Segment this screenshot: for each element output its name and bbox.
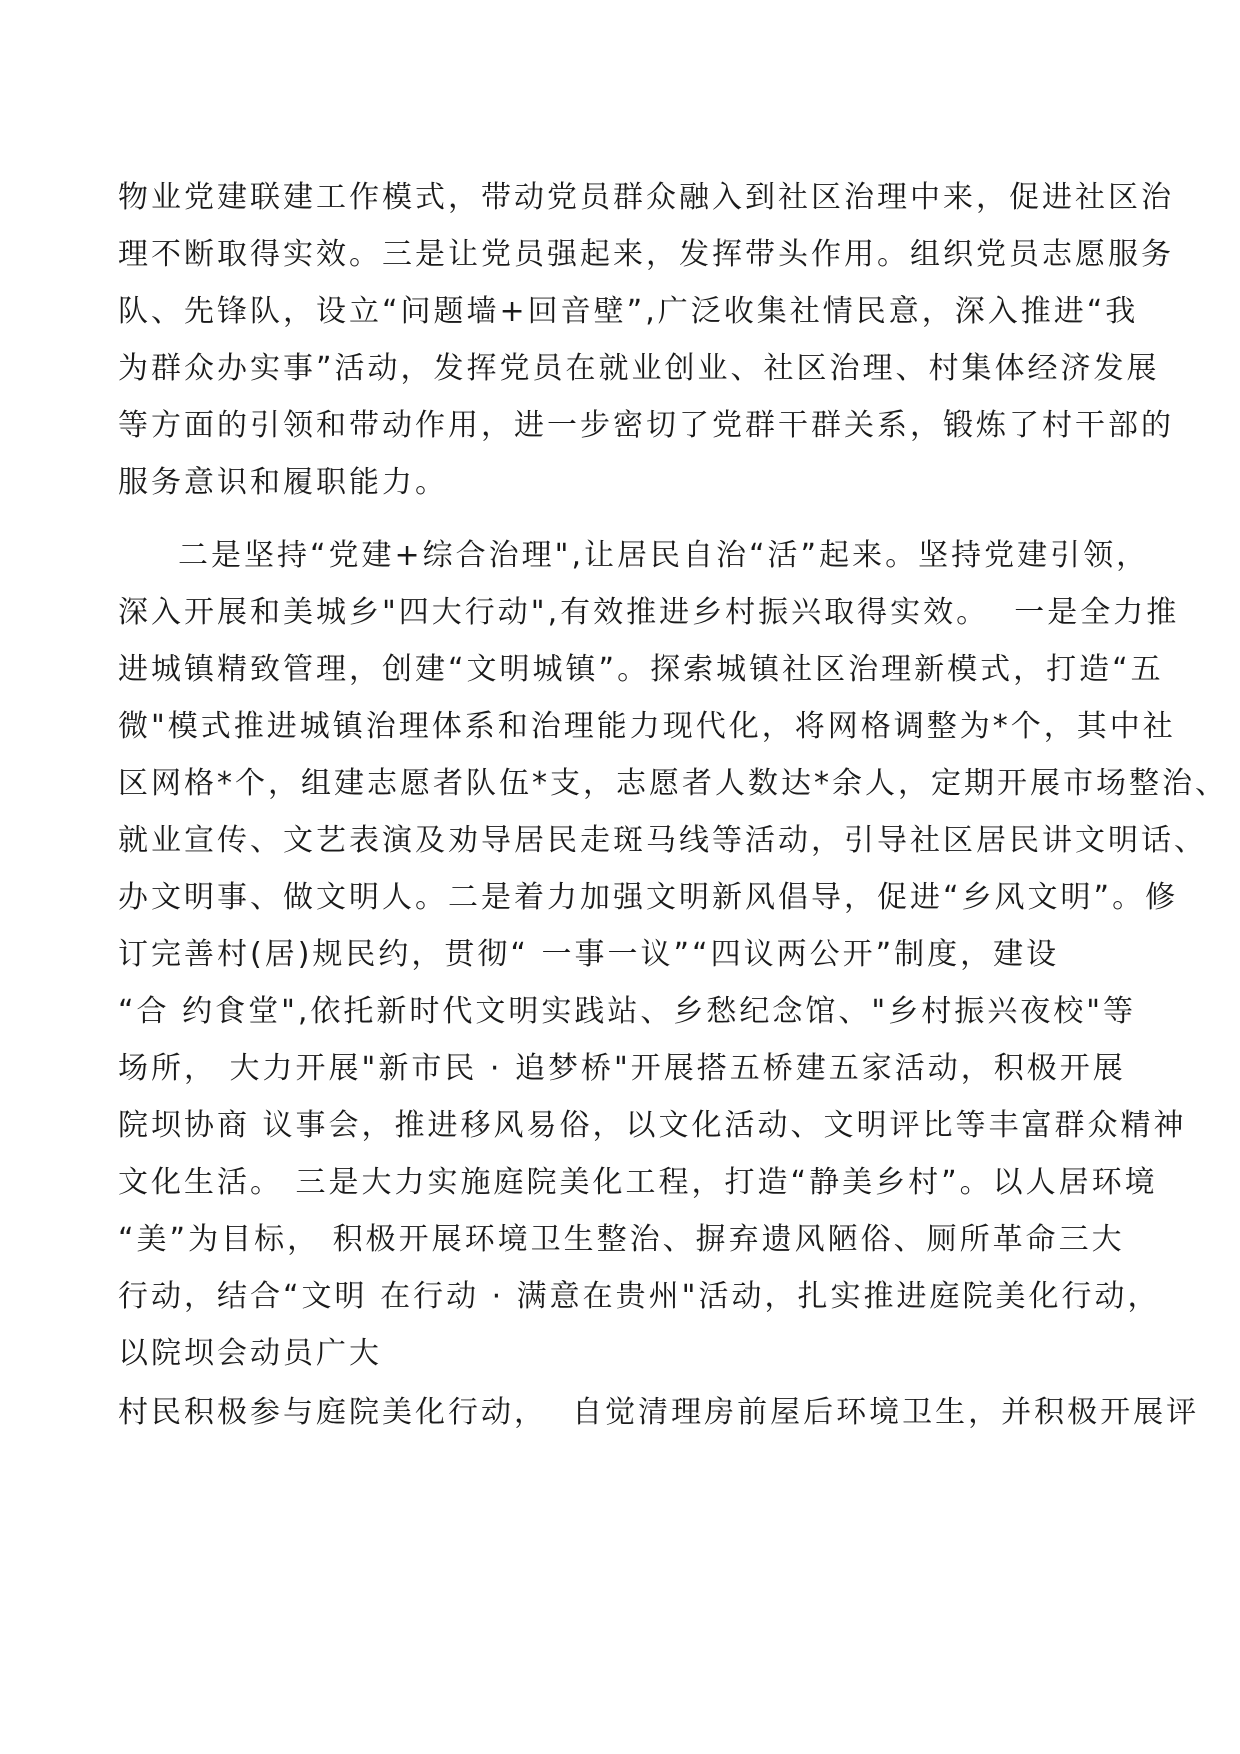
paragraph-1-line-3: 队、先锋队，设立“问题墙+回音壁”,广泛收集社情民意，深入推进“我 — [118, 294, 1139, 329]
paragraph-2-line-8: 订完善村(居)规民约，贯彻“ 一事一议”“四议两公开”制度，建设 — [118, 937, 1060, 972]
paragraph-2-line-10: 场所， 大力开展"新市民 · 追梦桥"开展搭五桥建五家活动，积极开展 — [118, 1051, 1126, 1086]
paragraph-1-line-4: 为群众办实事”活动，发挥党员在就业创业、社区治理、村集体经济发展 — [118, 351, 1160, 386]
paragraph-2-line-15: 以院坝会动员广大 — [118, 1336, 382, 1371]
paragraph-1-line-5: 等方面的引领和带动作用，进一步密切了党群干群关系，锻炼了村干部的 — [118, 408, 1174, 443]
paragraph-2-line-5: 区网格*个，组建志愿者队伍*支，志愿者人数达*余人，定期开展市场整治、 — [118, 766, 1228, 801]
paragraph-2-line-1: 二是坚持“党建+综合治理",让居民自治“活”起来。坚持党建引领， — [178, 538, 1150, 573]
paragraph-2-line-12: 文化生活。 三是大力实施庭院美化工程，打造“静美乡村”。以人居环境 — [118, 1165, 1158, 1200]
paragraph-2-line-14: 行动，结合“文明 在行动 · 满意在贵州"活动，扎实推进庭院美化行动， — [118, 1279, 1161, 1314]
paragraph-2-line-9: “合 约食堂",依托新时代文明实践站、乡愁纪念馆、"乡村振兴夜校"等 — [118, 994, 1137, 1029]
paragraph-1-line-1: 物业党建联建工作模式，带动党员群众融入到社区治理中来，促进社区治 — [118, 180, 1174, 215]
paragraph-2-line-3: 进城镇精致管理，创建“文明城镇”。探索城镇社区治理新模式，打造“五 — [118, 652, 1164, 687]
paragraph-2-line-16: 村民积极参与庭院美化行动， 自觉清理房前屋后环境卫生，并积极开展评 — [118, 1395, 1200, 1430]
paragraph-2-line-2: 深入开展和美城乡"四大行动",有效推进乡村振兴取得实效。 一是全力推 — [118, 595, 1180, 630]
paragraph-2-line-6: 就业宣传、文艺表演及劝导居民走斑马线等活动，引导社区居民讲文明话、 — [118, 823, 1207, 858]
paragraph-1-line-2: 理不断取得实效。三是让党员强起来，发挥带头作用。组织党员志愿服务 — [118, 237, 1174, 272]
paragraph-2-line-4: 微"模式推进城镇治理体系和治理能力现代化，将网格调整为*个，其中社 — [118, 709, 1176, 744]
paragraph-2-line-7: 办文明事、做文明人。二是着力加强文明新风倡导，促进“乡风文明”。修 — [118, 880, 1179, 915]
paragraph-2-line-13: “美”为目标， 积极开展环境卫生整治、摒弃遗风陋俗、厕所革命三大 — [118, 1222, 1125, 1257]
paragraph-2-line-11: 院坝协商 议事会，推进移风易俗，以文化活动、文明评比等丰富群众精神 — [118, 1108, 1187, 1143]
paragraph-1-line-6: 服务意识和履职能力。 — [118, 465, 448, 500]
